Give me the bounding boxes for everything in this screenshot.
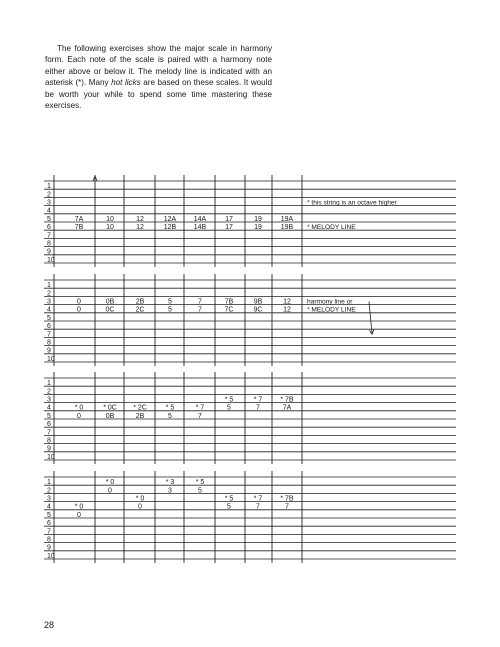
tab-note: 17 (225, 224, 233, 232)
string-number: 10 (47, 552, 55, 560)
tab-annotation: harmony line or (307, 298, 353, 306)
string-number: 2 (47, 388, 51, 396)
tab-note: * 7B (280, 396, 294, 404)
tab-note: 7 (256, 503, 260, 511)
tab-note: 12 (283, 306, 291, 314)
string-number: 5 (47, 511, 51, 519)
tab-note: 7A (282, 404, 292, 412)
tab-note: 7B (74, 224, 84, 232)
string-number: 3 (47, 495, 51, 503)
tab-note: 12 (283, 298, 291, 306)
string-number: 1 (47, 183, 51, 191)
string-number: 5 (47, 215, 51, 223)
string-number: 6 (47, 224, 51, 232)
tab-note: 2B (135, 298, 145, 306)
tab-note: * 2C (133, 404, 147, 412)
string-number: 7 (47, 331, 51, 339)
string-number: 3 (47, 298, 51, 306)
tab-note: 0 (138, 503, 142, 511)
tab-note: * 7 (253, 495, 263, 503)
string-number: 10 (47, 453, 55, 461)
string-number: 8 (47, 339, 51, 347)
tab-note: 0B (105, 412, 115, 420)
tab-note: * 0 (74, 404, 84, 412)
string-number: 8 (47, 536, 51, 544)
tab-note: 12B (163, 224, 177, 232)
tab-note: * 7 (253, 396, 263, 404)
string-number: 9 (47, 347, 51, 355)
tab-annotation: * MELODY LINE (307, 224, 356, 232)
tab-note: 7C (224, 306, 234, 314)
tab-note: 5 (198, 487, 202, 495)
annotation-arrow (369, 302, 372, 334)
tab-note: * 5 (224, 495, 234, 503)
tab-note: 7 (285, 503, 289, 511)
tab-note: * 7B (280, 495, 294, 503)
tab-note: 14A (193, 215, 207, 223)
tab-note: 3 (168, 487, 172, 495)
string-number: 1 (47, 380, 51, 388)
string-number: 7 (47, 429, 51, 437)
tab-note: 19 (254, 224, 262, 232)
string-number: 9 (47, 544, 51, 552)
tab-note: 5 (168, 306, 172, 314)
tab-note: 0 (77, 298, 81, 306)
tab-note: 19A (280, 215, 294, 223)
tab-note: 19B (280, 224, 294, 232)
tab-note: 0 (77, 306, 81, 314)
tab-note: 19 (254, 215, 262, 223)
string-number: 1 (47, 479, 51, 487)
string-number: 5 (47, 412, 51, 420)
string-number: 8 (47, 437, 51, 445)
tab-note: 9B (253, 298, 263, 306)
intro-emphasis: hot licks (111, 78, 141, 88)
tab-note: * 0C (103, 404, 117, 412)
tab-note: 2B (135, 412, 145, 420)
tab-note: 0 (77, 511, 81, 519)
tab-note: 12 (136, 215, 144, 223)
string-number: 9 (47, 248, 51, 256)
tab-annotation: * this string is an octave higher (307, 199, 397, 207)
tab-note: 10 (106, 224, 114, 232)
string-number: 7 (47, 528, 51, 536)
page-number: 28 (44, 620, 55, 630)
tab-note: 7 (198, 306, 202, 314)
tab-note: 12 (136, 224, 144, 232)
tab-note: 5 (227, 404, 231, 412)
string-number: 6 (47, 421, 51, 429)
string-number: 9 (47, 445, 51, 453)
tab-note: * 5 (195, 479, 205, 487)
tab-note: 5 (168, 412, 172, 420)
string-number: 10 (47, 256, 55, 264)
string-number: 2 (47, 290, 51, 298)
tab-note: 0 (108, 487, 112, 495)
tab-note: * 0 (135, 495, 145, 503)
tab-note: 10 (106, 215, 114, 223)
tab-annotation: * MELODY LINE (307, 306, 356, 314)
tab-note: 0 (77, 412, 81, 420)
string-number: 10 (47, 355, 55, 363)
tab-note: 7 (198, 412, 202, 420)
string-number: 2 (47, 487, 51, 495)
tab-note: * 0 (105, 479, 115, 487)
intro-text-1: The following exercises show the major scale in harmony form. Each note of the scale is paired with a harmony note either above or below it. The melody line is indicated with an asterisk (*). Many (45, 44, 272, 88)
tab-note: 5 (227, 503, 231, 511)
tab-note: 0C (105, 306, 115, 314)
string-number: 3 (47, 199, 51, 207)
string-number: 8 (47, 240, 51, 248)
string-number: 3 (47, 396, 51, 404)
tab-note: 14B (193, 224, 207, 232)
string-number: 4 (47, 503, 51, 511)
tab-note: 7 (198, 298, 202, 306)
tab-note: 12A (163, 215, 177, 223)
tab-note: * 7 (195, 404, 205, 412)
tab-note: 7B (224, 298, 234, 306)
tab-note: 2C (135, 306, 145, 314)
string-number: 4 (47, 207, 51, 215)
tab-note: * 5 (165, 404, 175, 412)
tab-note: 9C (253, 306, 263, 314)
string-number: 6 (47, 520, 51, 528)
string-number: 4 (47, 404, 51, 412)
tab-note: * 3 (165, 479, 175, 487)
tab-note: * 5 (224, 396, 234, 404)
tab-note: 0B (105, 298, 115, 306)
string-number: 4 (47, 306, 51, 314)
tab-note: 17 (225, 215, 233, 223)
string-number: 1 (47, 282, 51, 290)
tab-note: * 0 (74, 503, 84, 511)
string-number: 7 (47, 232, 51, 240)
intro-text-2: are based on these scales. It would be worth your while to spend some time mastering these exercises. (45, 78, 272, 111)
string-number: 2 (47, 191, 51, 199)
string-number: 6 (47, 323, 51, 331)
tab-note: 5 (168, 298, 172, 306)
tab-note: 7 (256, 404, 260, 412)
string-number: 5 (47, 314, 51, 322)
tab-note: 7A (74, 215, 84, 223)
